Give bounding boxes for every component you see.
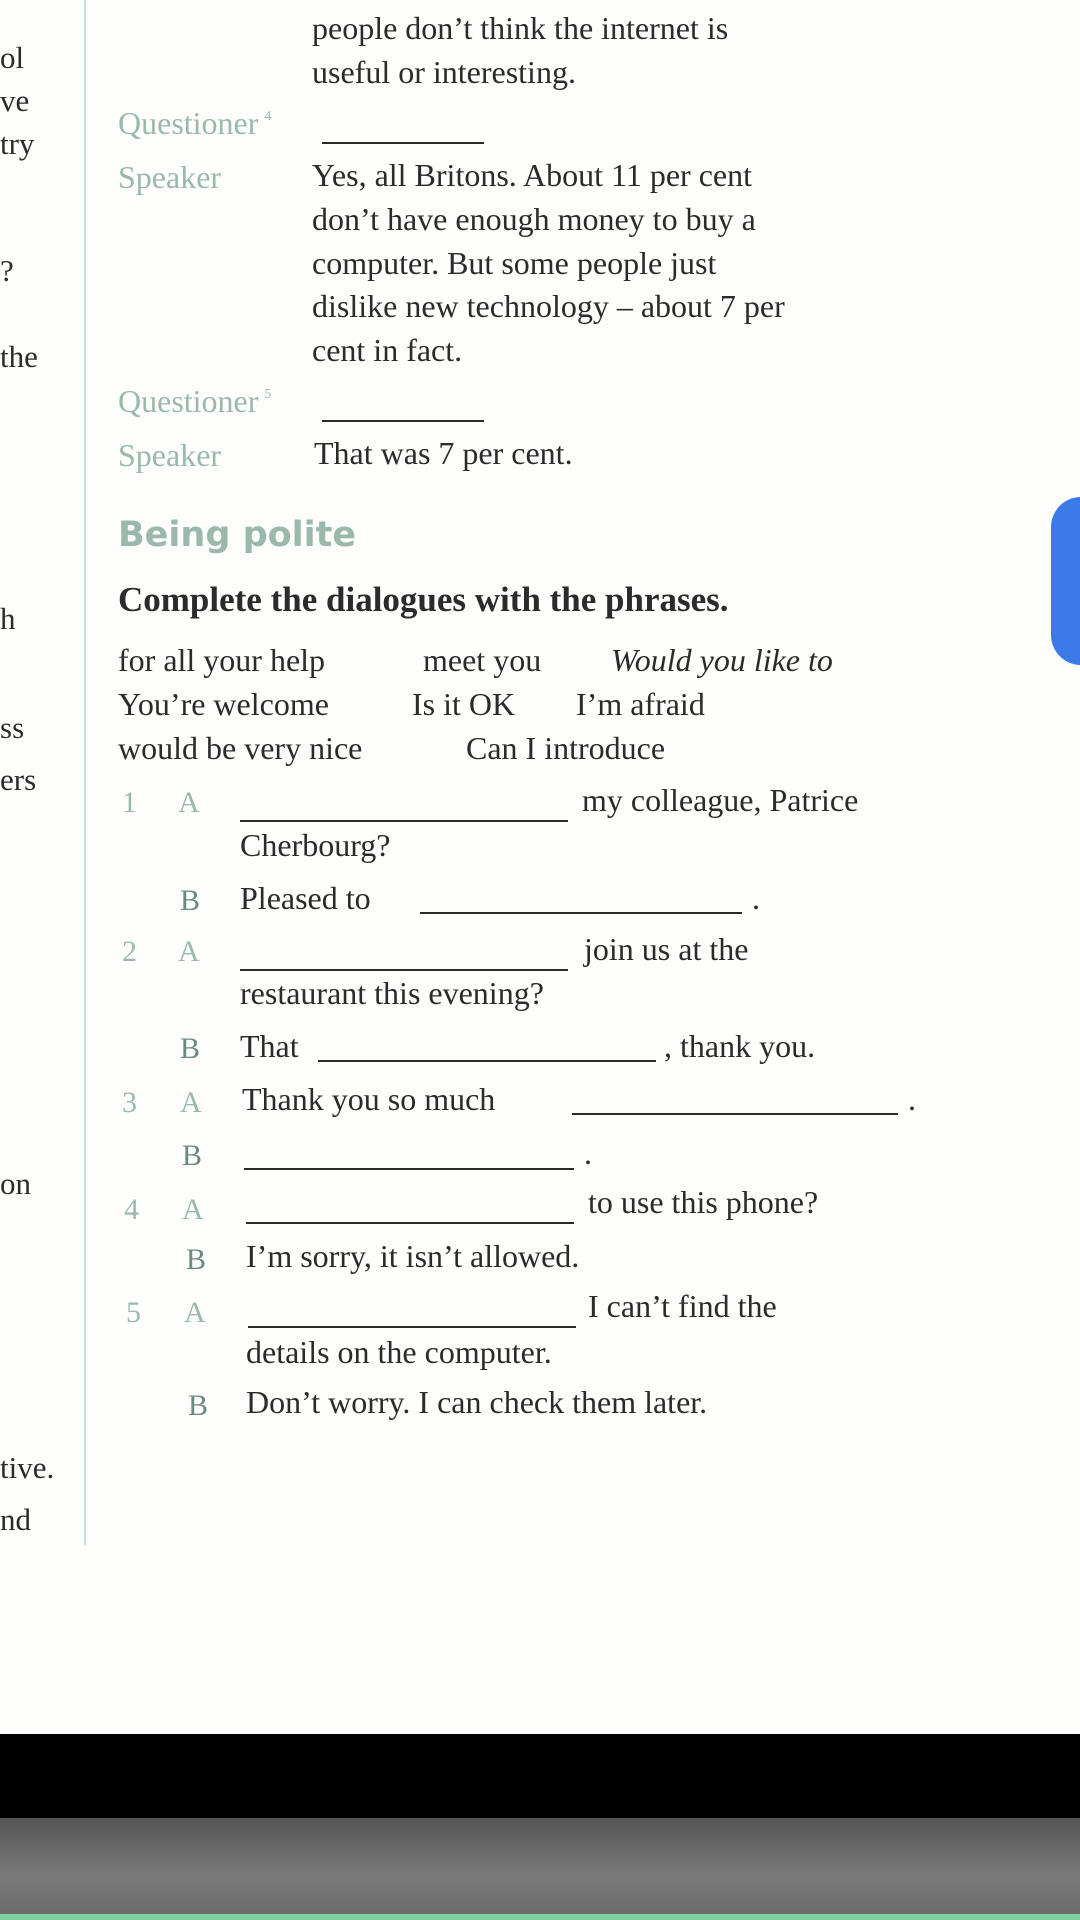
phrase-option: Can I introduce: [466, 730, 666, 766]
speaker-text-line: useful or interesting.: [312, 54, 576, 90]
question-number: 5: [264, 387, 272, 402]
answer-blank-4[interactable]: [322, 112, 484, 144]
phrase-option: for all your help: [118, 642, 326, 678]
speaker-text-line: That was 7 per cent.: [314, 435, 573, 471]
answer-blank[interactable]: [240, 790, 568, 822]
exercise-number: 5: [126, 1296, 141, 1329]
exercise-text: Cherbourg?: [240, 827, 391, 863]
exercise-text: Thank you so much: [242, 1081, 496, 1117]
speaker-text-line: Yes, all Britons. About 11 per cent: [312, 157, 752, 193]
questioner-label: [118, 105, 271, 142]
margin-fragment: try: [0, 126, 35, 161]
answer-blank[interactable]: [318, 1030, 656, 1062]
exercise-text: details on the computer.: [246, 1334, 552, 1370]
margin-fragment: the: [0, 339, 38, 374]
exercise-text: my colleague, Patrice: [582, 782, 859, 818]
answer-blank[interactable]: [240, 939, 568, 971]
speaker-letter-a: A: [184, 1296, 206, 1329]
margin-fragment: on: [0, 1166, 31, 1201]
exercise-text: That: [240, 1028, 299, 1064]
margin-fragment: ers: [0, 762, 37, 797]
speaker-letter-b: B: [188, 1389, 209, 1422]
exercise-number: 2: [122, 935, 137, 968]
exercise-text: Pleased to: [240, 880, 371, 916]
margin-fragment: ss: [0, 710, 25, 745]
questioner-label: [118, 383, 271, 420]
speaker-text-line: cent in fact.: [312, 332, 463, 368]
margin-fragment: nd: [0, 1502, 31, 1537]
answer-blank[interactable]: [420, 882, 742, 914]
speaker-letter-b: B: [180, 1032, 201, 1065]
answer-blank[interactable]: [572, 1083, 898, 1115]
exercise-number: 1: [122, 786, 137, 819]
exercise-punctuation: .: [752, 880, 760, 916]
answer-blank[interactable]: [246, 1192, 574, 1224]
speaker-letter-a: A: [178, 935, 200, 968]
column-divider: [84, 0, 86, 1545]
answer-blank[interactable]: [244, 1138, 574, 1170]
margin-fragment: ol: [0, 40, 25, 75]
screen-bottom-bar: [0, 1734, 1080, 1818]
exercise-number: 3: [122, 1086, 137, 1119]
exercise-text: to use this phone?: [588, 1184, 819, 1220]
exercise-punctuation: .: [908, 1081, 916, 1117]
speaker-letter-b: B: [182, 1139, 203, 1172]
phrase-option: Would you like to: [611, 642, 833, 678]
answer-blank[interactable]: [248, 1296, 576, 1328]
speaker-text-line: people don’t think the internet is: [312, 10, 729, 46]
speaker-letter-a: A: [178, 786, 200, 819]
margin-fragment: tive.: [0, 1450, 55, 1485]
phrase-option: meet you: [423, 642, 542, 678]
exercise-text: I’m sorry, it isn’t allowed.: [246, 1238, 580, 1274]
scanner-edge-highlight: [0, 1914, 1080, 1920]
margin-fragment: h: [0, 601, 16, 636]
questioner-label-text: Questioner: [118, 383, 259, 419]
exercise-text: I can’t find the: [588, 1288, 777, 1324]
phrase-option: Is it OK: [412, 686, 516, 722]
exercise-text: join us at the: [584, 931, 749, 967]
speaker-letter-b: B: [180, 884, 201, 917]
margin-fragment: ?: [0, 253, 14, 288]
section-heading: Being polite: [118, 515, 357, 555]
phrase-option: You’re welcome: [118, 686, 329, 722]
speaker-letter-a: A: [180, 1086, 202, 1119]
speaker-text-line: don’t have enough money to buy a: [312, 201, 756, 237]
exercise-text: restaurant this evening?: [240, 975, 544, 1011]
phrase-option: I’m afraid: [576, 686, 705, 722]
scanner-edge: [0, 1818, 1080, 1914]
speaker-text-line: computer. But some people just: [312, 245, 717, 281]
questioner-label-text: Questioner: [118, 105, 259, 141]
question-number: 4: [264, 109, 272, 124]
speaker-label: Speaker: [118, 159, 222, 195]
speaker-text-line: dislike new technology – about 7 per: [312, 288, 785, 324]
exercise-text: , thank you.: [664, 1028, 816, 1064]
speaker-letter-a: A: [182, 1193, 204, 1226]
speaker-label: Speaker: [118, 437, 222, 473]
exercise-text: Don’t worry. I can check them later.: [246, 1384, 708, 1420]
exercise-instruction: Complete the dialogues with the phrases.: [118, 580, 729, 619]
margin-fragment: ve: [0, 83, 30, 118]
phrase-option: would be very nice: [118, 730, 363, 766]
answer-blank-5[interactable]: [322, 390, 484, 422]
speaker-letter-b: B: [186, 1243, 207, 1276]
side-scroll-tab[interactable]: [1051, 497, 1080, 665]
exercise-number: 4: [124, 1193, 139, 1226]
exercise-punctuation: .: [584, 1135, 592, 1171]
